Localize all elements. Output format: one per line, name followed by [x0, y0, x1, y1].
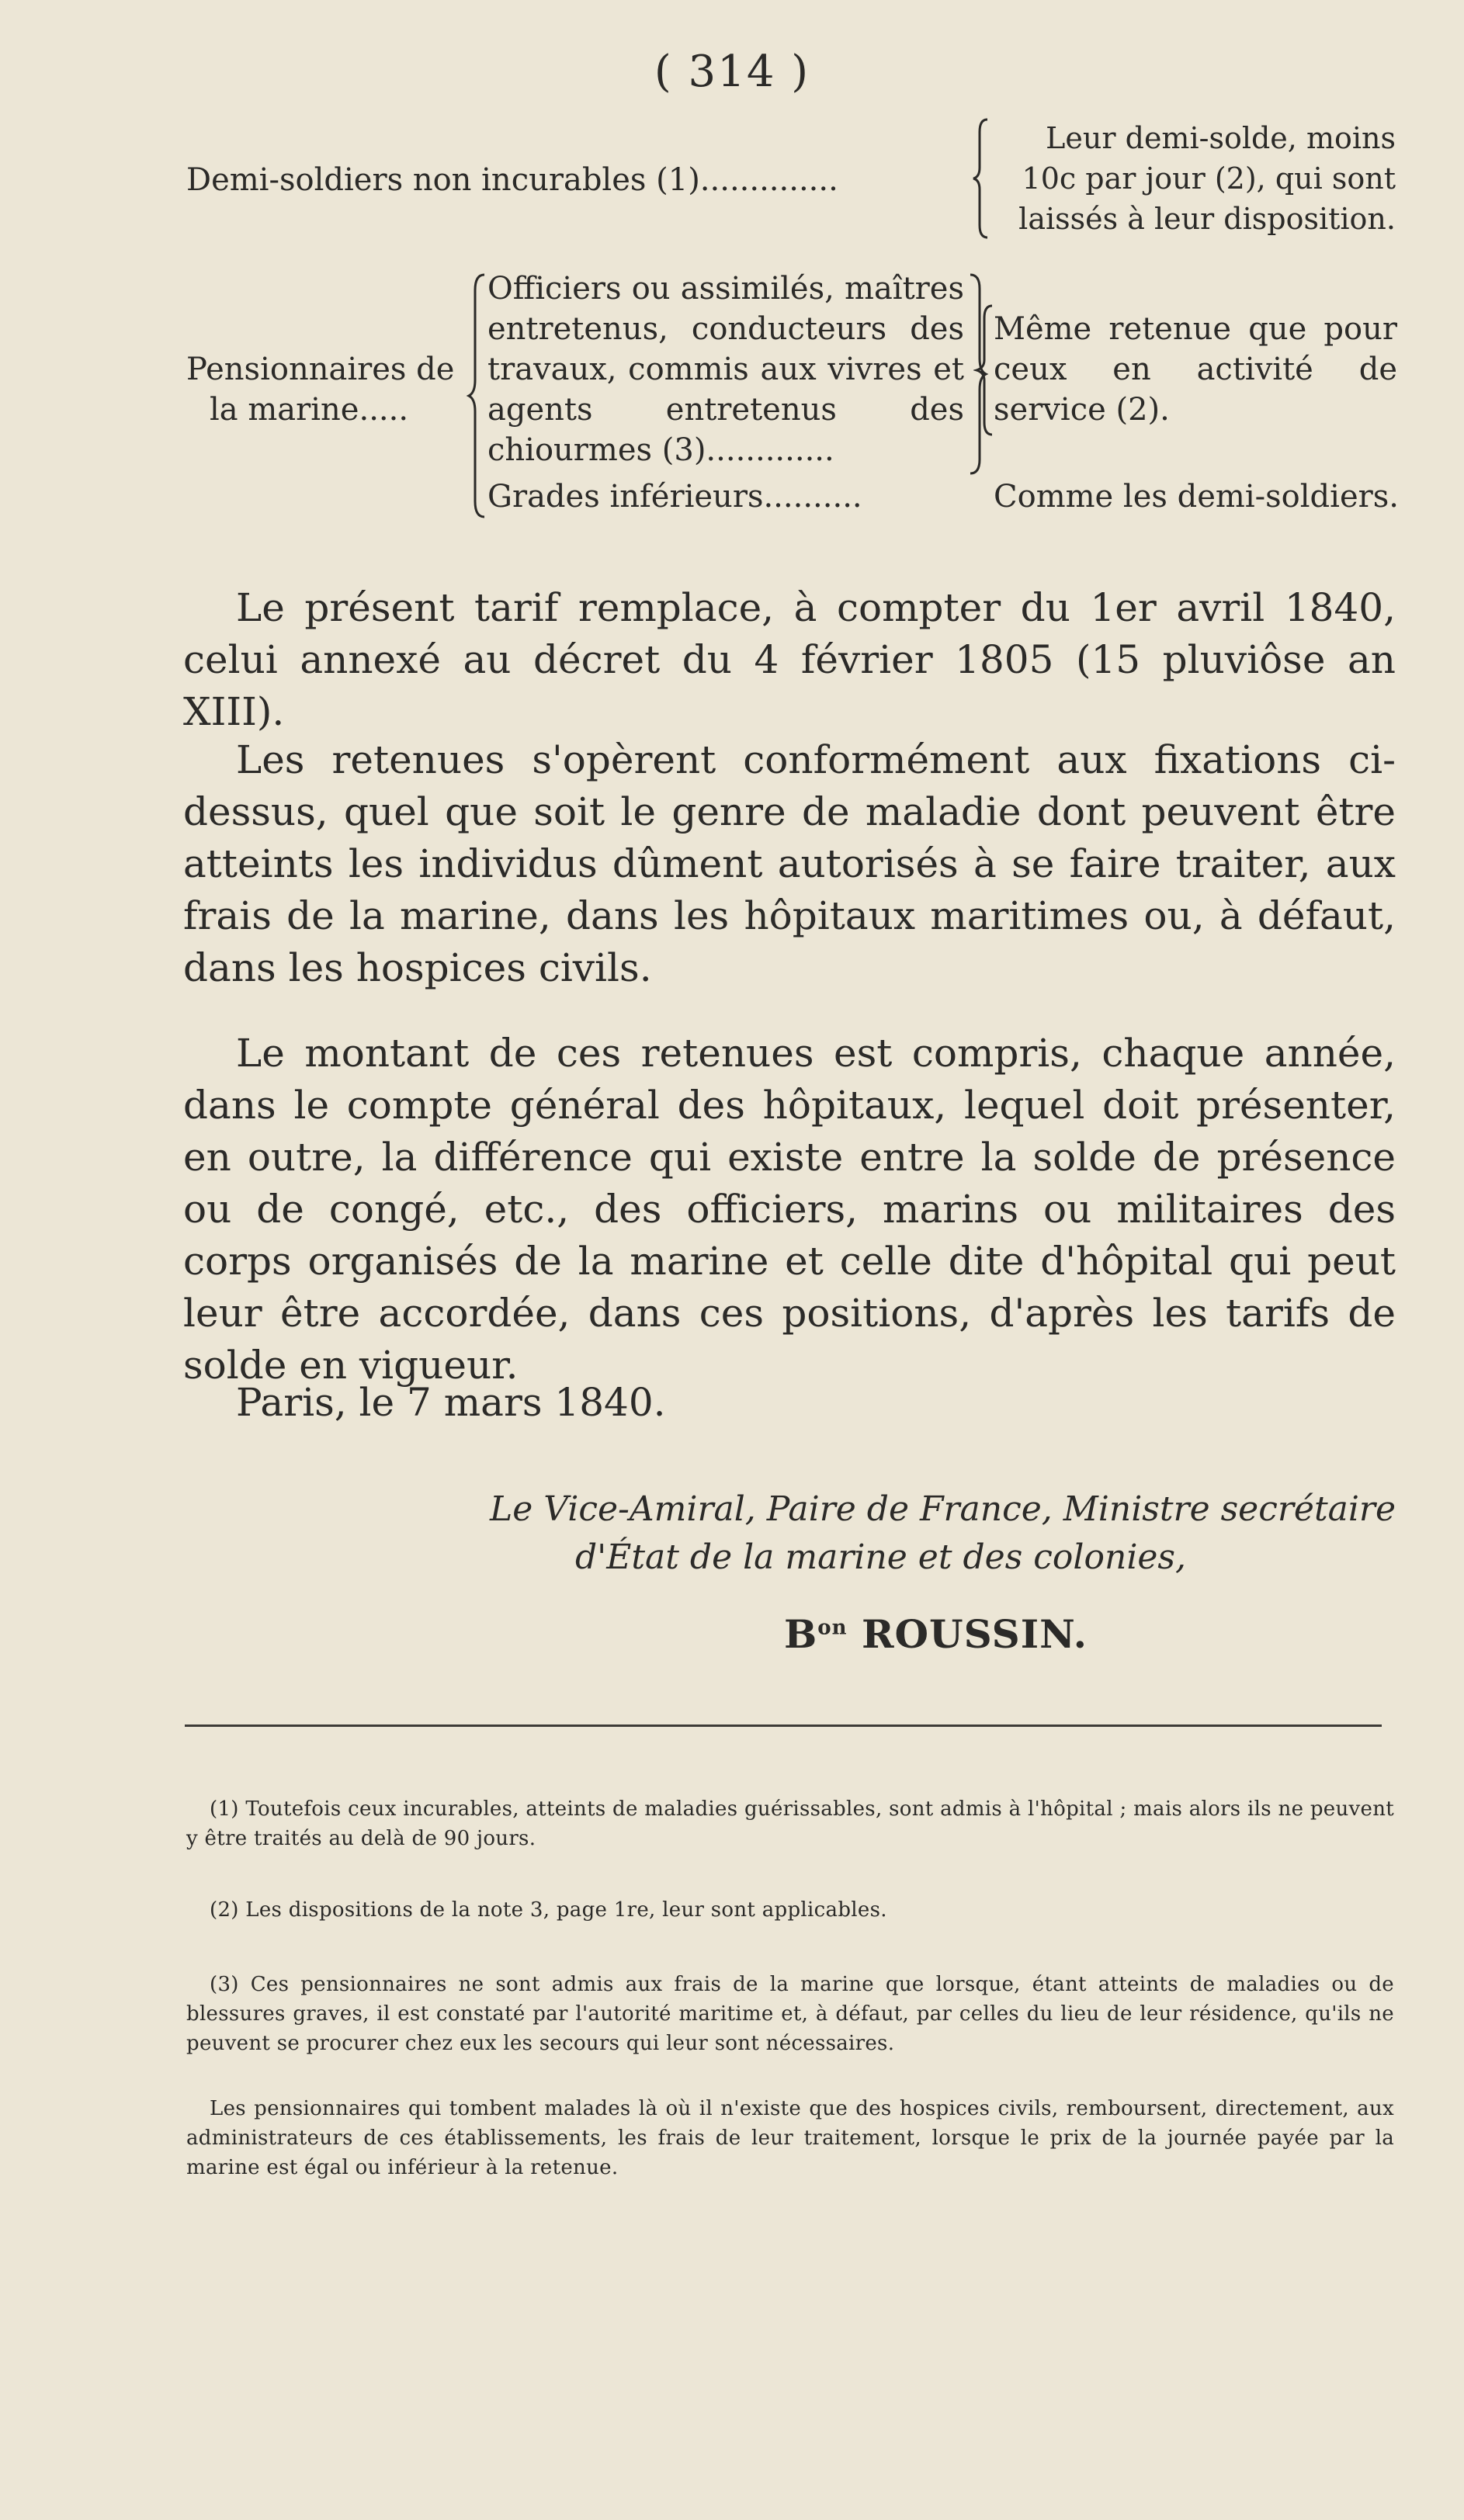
- tariff-row2-label-line2: la marine.....: [210, 392, 409, 428]
- page-number: ( 314 ): [654, 47, 810, 97]
- paragraph-3: Le montant de ces retenues est compris, chaque année, dans le compte général des hôpitaux, lequel doit présenter, en outre, la différence qui existe entre la solde de présence ou de congé, etc., des officiers, marins ou militaires des corps organisés de la marine et celle dite d'hôpital qui peut leur être accordée, dans ces positions, d'après les tarifs de solde en vigueur.: [183, 1031, 1396, 1388]
- tariff-row2-label: [186, 349, 466, 430]
- footnote-3: (3) Ces pensionnaires ne sont admis aux frais de la marine que lorsque, étant atteints de maladies ou de blessures graves, il est constaté par l'autorité maritime et, à défaut, par celles du lieu de leur résidence, qu'ils ne peuvent se procurer chez eux les secours qui leur sont nécessaires.: [186, 1973, 1394, 2055]
- signature-line-2: d'État de la marine et des colonies,: [574, 1537, 1186, 1577]
- date-line: Paris, le 7 mars 1840.: [236, 1380, 666, 1425]
- footnote-1: (1) Toutefois ceux incurables, atteints de maladies guérissables, sont admis à l'hôpital ; mais alors ils ne peuvent y être traités au delà de 90 jours.: [186, 1797, 1394, 1850]
- paragraph-1: Le présent tarif remplace, à compter du 1er avril 1840, celui annexé au décret du 4 février 1805 (15 pluviôse an XIII).: [183, 585, 1396, 734]
- tariff-row2-subcategory2: Grades inférieurs..........: [487, 479, 862, 515]
- brace-row1-right: [970, 116, 994, 241]
- tariff-row2-label-line1: Pensionnaires de: [186, 352, 455, 387]
- tariff-row1-value: Leur demi-solde, moins 10c par jour (2), qui sont laissés à leur disposition.: [1018, 121, 1396, 236]
- tariff-row1-label: Demi-soldiers non incurables (1)..............: [186, 162, 838, 198]
- signature-line-1: Le Vice-Amiral, Paire de France, Ministre secrétaire: [490, 1489, 1396, 1529]
- footnote-divider: [185, 1724, 1382, 1727]
- footnote-3-continued: Les pensionnaires qui tombent malades là où il n'existe que des hospices civils, remboursent, directement, aux administrateurs de ces établissements, les frais de leur traitement, lorsque le prix de la journée payée par la marine est égal ou inférieur à la retenue.: [186, 2097, 1394, 2179]
- tariff-row2-value2: Comme les demi-soldiers.: [994, 479, 1399, 515]
- footnote-2: (2) Les dispositions de la note 3, page 1re, leur sont applicables.: [210, 1898, 887, 1922]
- signer-title-sup: on: [817, 1616, 848, 1640]
- tariff-row2-subcategory1: Officiers ou assimilés, maîtres entretenus, conducteurs des travaux, commis aux vivres et agents entretenus des chiourmes (3).............: [487, 271, 964, 468]
- signer-title: B: [784, 1611, 818, 1657]
- signer-surname: ROUSSIN.: [861, 1611, 1088, 1657]
- paragraph-2: Les retenues s'opèrent conformément aux fixations ci-dessus, quel que soit le genre de maladie dont peuvent être atteints les individus dûment autorisés à se faire traiter, aux frais de la marine, dans les hôpitaux maritimes ou, à défaut, dans les hospices civils.: [183, 737, 1396, 990]
- signer-name: [784, 1611, 1088, 1657]
- tariff-row2-value1: Même retenue que pour ceux en activité de service (2).: [994, 311, 1397, 428]
- brace-row2-left: [466, 272, 489, 520]
- signature-block: [309, 1485, 1396, 1582]
